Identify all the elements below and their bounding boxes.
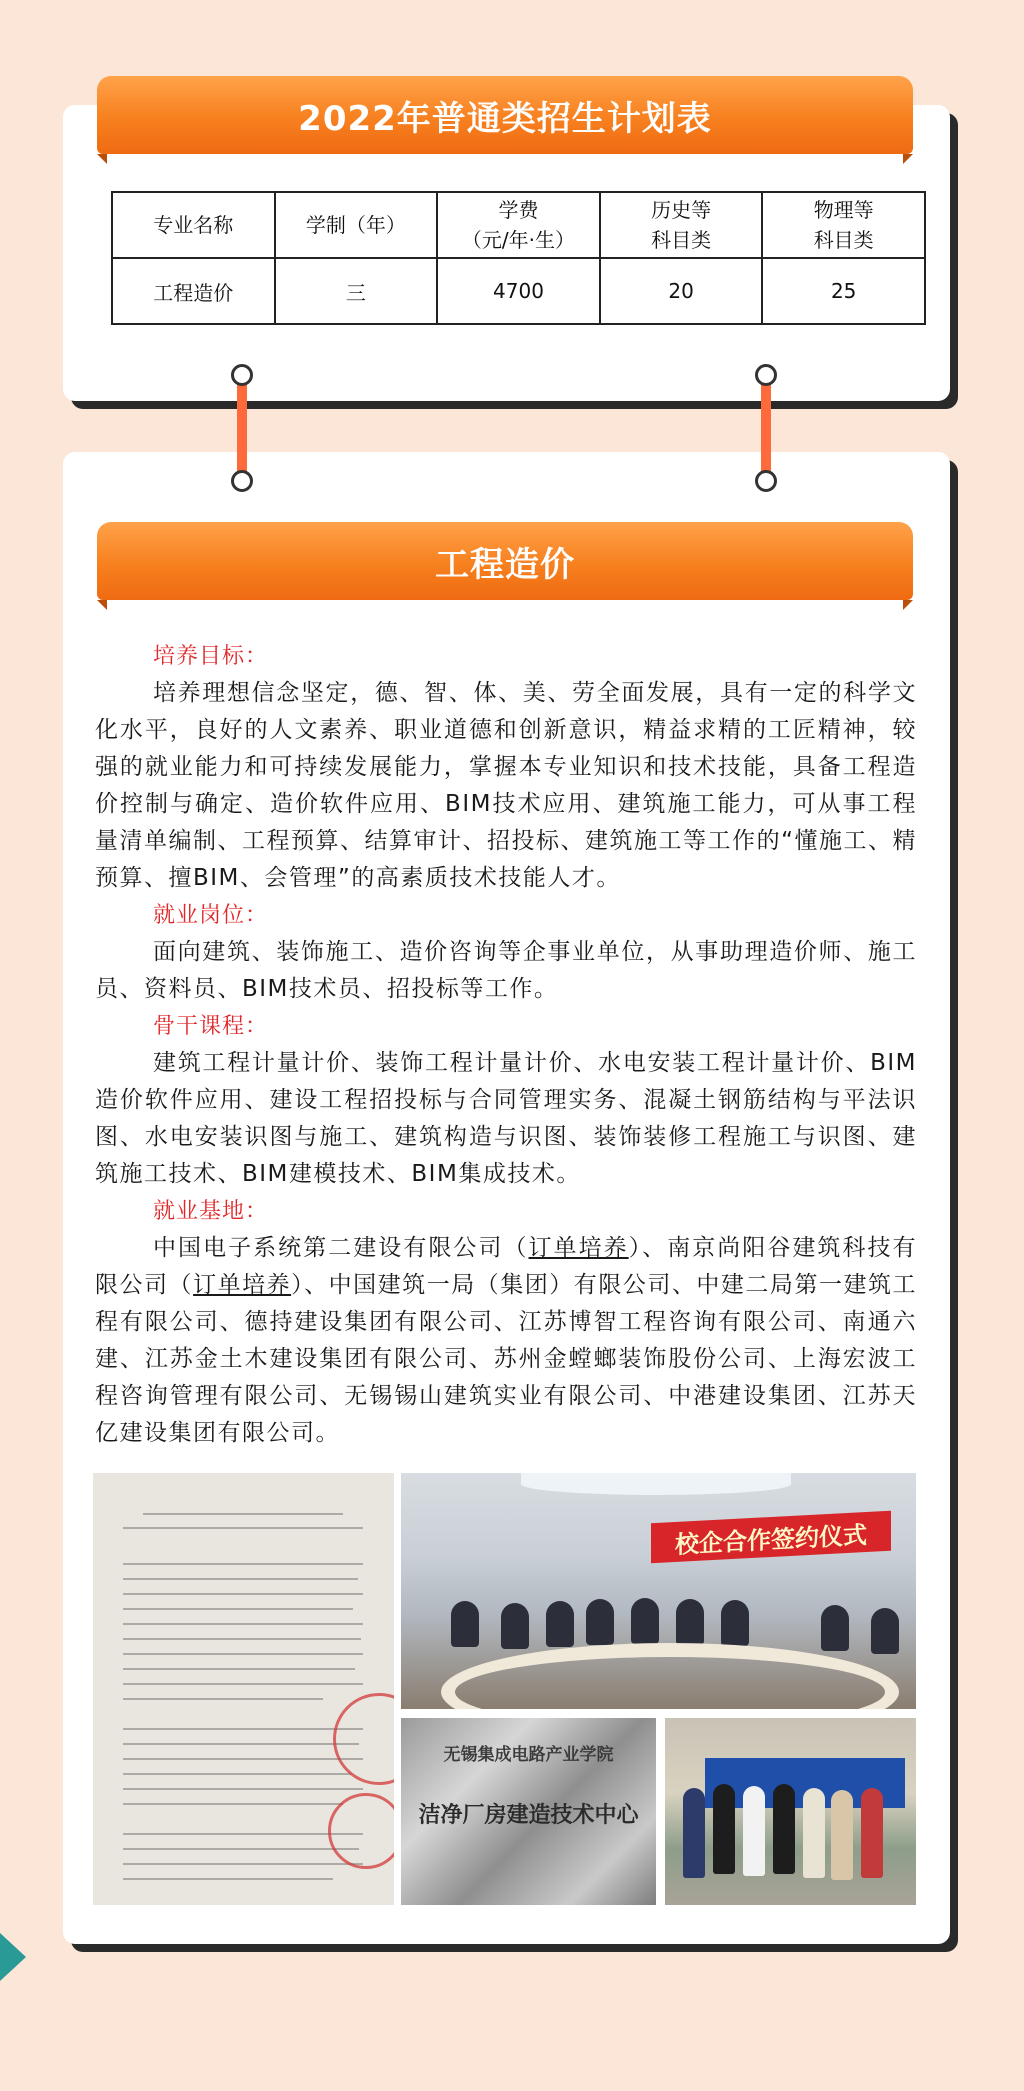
conference-table — [441, 1643, 899, 1709]
connector-stick-right — [761, 373, 771, 481]
base-text-part-2: ）、南京尚阳谷建筑科技有限公司（ — [95, 1235, 918, 1298]
cell-history-quota: 20 — [600, 258, 763, 324]
major-description — [95, 638, 917, 1452]
base-text-part-1: 中国电子系统第二建设有限公司（ — [153, 1235, 529, 1261]
order-training-label-1: 订单培养 — [528, 1235, 629, 1261]
base-heading: 就业基地： — [153, 1199, 269, 1224]
header-physics-quota: 物理等 科目类 — [762, 192, 925, 258]
header-history-quota: 历史等 科目类 — [600, 192, 763, 258]
connector-ring-top-right — [755, 364, 777, 386]
cell-physics-quota: 25 — [762, 258, 925, 324]
plan-title-banner — [97, 76, 913, 154]
header-duration: 学制（年） — [275, 192, 438, 258]
course-text: 建筑工程计量计价、装饰工程计量计价、水电安装工程计量计价、BIM造价软件应用、建设工程招投标与合同管理实务、混凝土钢筋结构与平法识图、水电安装识图与施工、建筑构造与识图、装饰装修工程施工与识图、建筑施工技术、BIM建模技术、BIM集成技术。 — [95, 1050, 917, 1187]
group-photo — [665, 1718, 916, 1905]
connector-ring-bottom-left — [231, 470, 253, 492]
major-title-banner — [97, 522, 913, 600]
connector-ring-bottom-right — [755, 470, 777, 492]
base-text — [95, 1230, 917, 1452]
goal-heading: 培养目标： — [153, 644, 269, 669]
center-plaque-photo — [401, 1718, 656, 1905]
order-training-label-2: 订单培养 — [193, 1272, 292, 1298]
base-text-part-3: ）、中国建筑一局（集团）有限公司、中建二局第一建筑工程有限公司、德持建设集团有限公司、江苏博智工程咨询有限公司、南通六建、江苏金土木建设集团有限公司、苏州金螳螂装饰股份公司、上海宏波工程咨询管理有限公司、无锡锡山建筑实业有限公司、中港建设集团、江苏天亿建设集团有限公司。 — [95, 1272, 918, 1446]
header-tuition: 学费 （元/年·生） — [437, 192, 600, 258]
connector-ring-top-left — [231, 364, 253, 386]
ceremony-banner: 校企合作签约仪式 — [651, 1511, 891, 1564]
table-header-row — [112, 192, 925, 258]
page-corner-marker — [0, 1933, 26, 1981]
table-row — [112, 258, 925, 324]
course-heading: 骨干课程： — [153, 1014, 269, 1039]
red-seal-icon — [333, 1693, 394, 1785]
signing-ceremony-photo — [401, 1473, 916, 1709]
agreement-document-photo — [93, 1473, 394, 1905]
plaque-college-name: 无锡集成电路产业学院 — [443, 1745, 614, 1765]
plan-title: 2022年普通类招生计划表 — [298, 98, 712, 139]
enrollment-plan-table — [111, 191, 926, 325]
job-heading: 就业岗位： — [153, 903, 269, 928]
plaque-center-name: 洁净厂房建造技术中心 — [418, 1802, 639, 1828]
connector-stick-left — [237, 373, 247, 481]
job-text: 面向建筑、装饰施工、造价咨询等企事业单位，从事助理造价师、施工员、资料员、BIM技术员、招投标等工作。 — [95, 939, 917, 1002]
major-title: 工程造价 — [435, 544, 575, 585]
cell-tuition: 4700 — [437, 258, 600, 324]
red-seal-icon-2 — [328, 1793, 394, 1869]
cell-duration: 三 — [275, 258, 438, 324]
header-major: 专业名称 — [112, 192, 275, 258]
goal-text: 培养理想信念坚定，德、智、体、美、劳全面发展，具有一定的科学文化水平，良好的人文素养、职业道德和创新意识，精益求精的工匠精神，较强的就业能力和可持续发展能力，掌握本专业知识和技术技能，具备工程造价控制与确定、造价软件应用、BIM技术应用、建筑施工能力，可从事工程量清单编制、工程预算、结算审计、招投标、建筑施工等工作的“懂施工、精预算、擅BIM、会管理”的高素质技术技能人才。 — [95, 680, 917, 891]
cell-major: 工程造价 — [112, 258, 275, 324]
